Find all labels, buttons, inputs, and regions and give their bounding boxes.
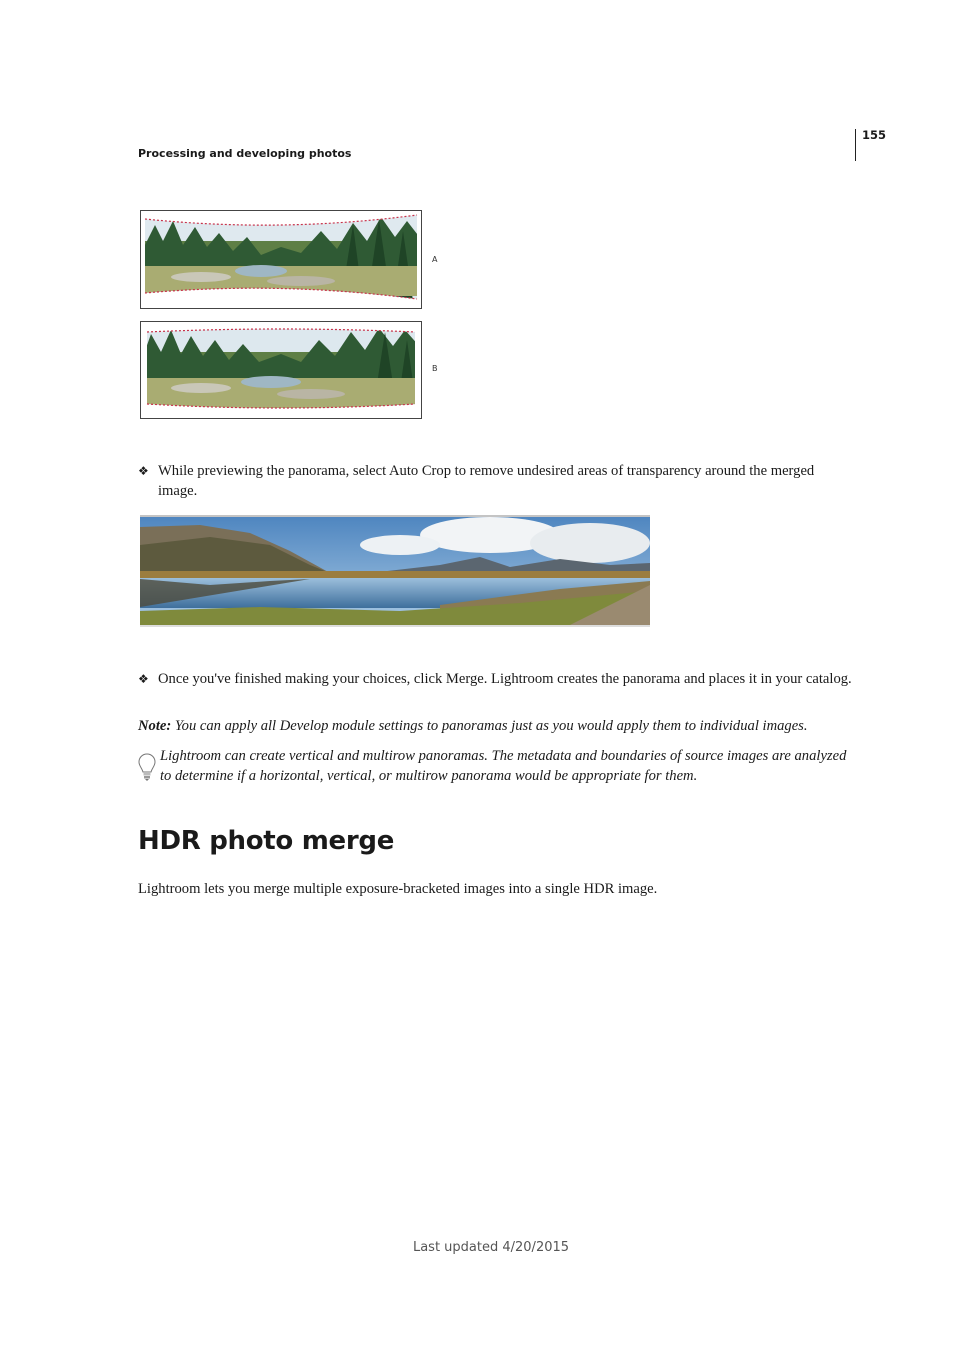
panorama-auto-crop-image [140, 515, 650, 627]
section-heading: HDR photo merge [138, 826, 395, 856]
note [138, 716, 854, 736]
page-number: 155 [862, 128, 887, 142]
tip [138, 746, 854, 786]
panorama-preview-spherical [140, 210, 422, 309]
callout-b: B [432, 364, 438, 373]
lightbulb-icon [138, 752, 156, 788]
running-head: Processing and developing photos [138, 147, 352, 160]
page-number-rule [855, 129, 856, 161]
panorama-preview-cylindrical [140, 321, 422, 419]
bullet-glyph: ❖ [138, 672, 149, 686]
bullet-text: While previewing the panorama, select Auto Crop to remove undesired areas of transparency around the merged image. [158, 463, 815, 499]
bullet-item [138, 461, 854, 501]
tip-text: Lightroom can create vertical and multirow panoramas. The metadata and boundaries of source images are analyzed to determine if a horizontal, vertical, or multirow panorama would be appropriate for them. [160, 748, 847, 784]
body-paragraph: Lightroom lets you merge multiple exposure-bracketed images into a single HDR image. [138, 881, 658, 897]
callout-a: A [432, 255, 438, 264]
footer-last-updated: Last updated 4/20/2015 [412, 1240, 570, 1255]
bullet-text: Once you've finished making your choices, click Merge. Lightroom creates the panorama and places it in your catalog. [158, 671, 852, 687]
note-label: Note: [138, 718, 172, 734]
note-text: You can apply all Develop module settings to panoramas just as you would apply them to individual images. [171, 718, 808, 734]
bullet-item [138, 669, 854, 689]
bullet-glyph: ❖ [138, 464, 149, 478]
